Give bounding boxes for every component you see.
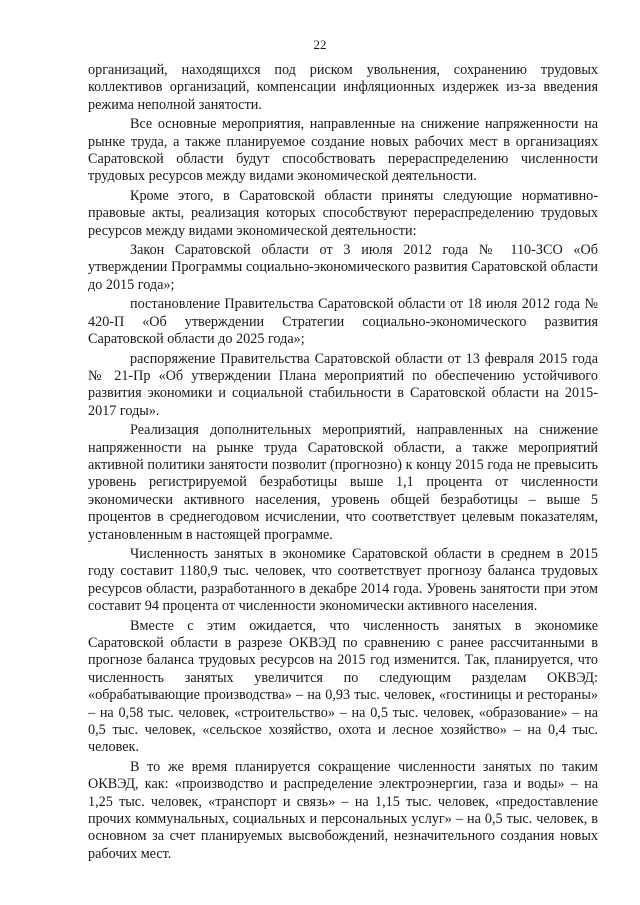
document-body (88, 62, 598, 863)
list-item-law: Закон Саратовской области от 3 июля 2012 года № 110-ЗСО «Об утверждении Программы социально-экономического развития Саратовской области до 2015 года»; (88, 242, 598, 293)
paragraph: Все основные мероприятия, направленные на снижение напряженности на рынке труда, а также планируемое создание новых рабочих мест в организациях Саратовской области будут способствовать перераспределению численности трудовых ресурсов между видами экономической деятельности. (88, 116, 598, 185)
list-item-order: распоряжение Правительства Саратовской области от 13 февраля 2015 года № 21-Пр «Об утверждении Плана мероприятий по обеспечению устойчивого развития экономики и социальной стабильности в Саратовской области на 2015-2017 годы». (88, 350, 598, 419)
paragraph: В то же время планируется сокращение численности занятых по таким ОКВЭД, как: «производство и распределение электроэнергии, газа и воды» – на 1,25 тыс. человек, «транспорт и связь» – на 1,15 тыс. человек, «предоставление прочих коммунальных, социальных и персональных услуг» – на 0,5 тыс. человек, в основном за счет планируемых высвобождений, незначительного создания новых рабочих мест. (88, 758, 598, 862)
paragraph: Численность занятых в экономике Саратовской области в среднем в 2015 году составит 1180,9 тыс. человек, что соответствует прогнозу баланса трудовых ресурсов области, разработанного в декабре 2014 года. Уровень занятости при этом составит 94 процента от численности экономически активного населения. (88, 545, 598, 615)
page-number: 22 (313, 37, 327, 52)
paragraph: Вместе с этим ожидается, что численность занятых в экономике Саратовской области в разрезе ОКВЭД по сравнению с ранее рассчитанными в прогнозе баланса трудовых ресурсов на 2015 год изменится. Так, планируется, что численность занятых увеличится по следующим разделам ОКВЭД: «обрабатывающие производства» – на 0,93 тыс. человек, «гостиницы и рестораны» – на 0,58 тыс. человек, «строительство» – на 0,5 тыс. человек, «образование» – на 0,5 тыс. человек, «сельское хозяйство, охота и лесное хозяйство» – на 0,4 тыс. человек. (88, 617, 598, 756)
paragraph: Кроме этого, в Саратовской области приняты следующие нормативно-правовые акты, реализация которых способствуют перераспределению трудовых ресурсов между видами экономической деятельности: (88, 187, 598, 239)
paragraph: Реализация дополнительных мероприятий, направленных на снижение напряженности на рынке труда Саратовской области, а также мероприятий активной политики занятости позволит (прогнозно) к концу 2015 года не превысить уровень регистрируемой безработицы выше 1,1 процента от численности экономически активного населения, уровень общей безработицы – выше 5 процентов в среднегодовом исчислении, что соответствует целевым показателям, установленным в настоящей программе. (88, 422, 598, 543)
list-item-resolution: постановление Правительства Саратовской области от 18 июля 2012 года № 420-П «Об утверждении Стратегии социально-экономического развития Саратовской области до 2025 года»; (88, 296, 598, 348)
paragraph-continuation: организаций, находящихся под риском увольнения, сохранению трудовых коллективов организаций, компенсации инфляционных издержек из-за введения режима неполной занятости. (88, 62, 598, 113)
